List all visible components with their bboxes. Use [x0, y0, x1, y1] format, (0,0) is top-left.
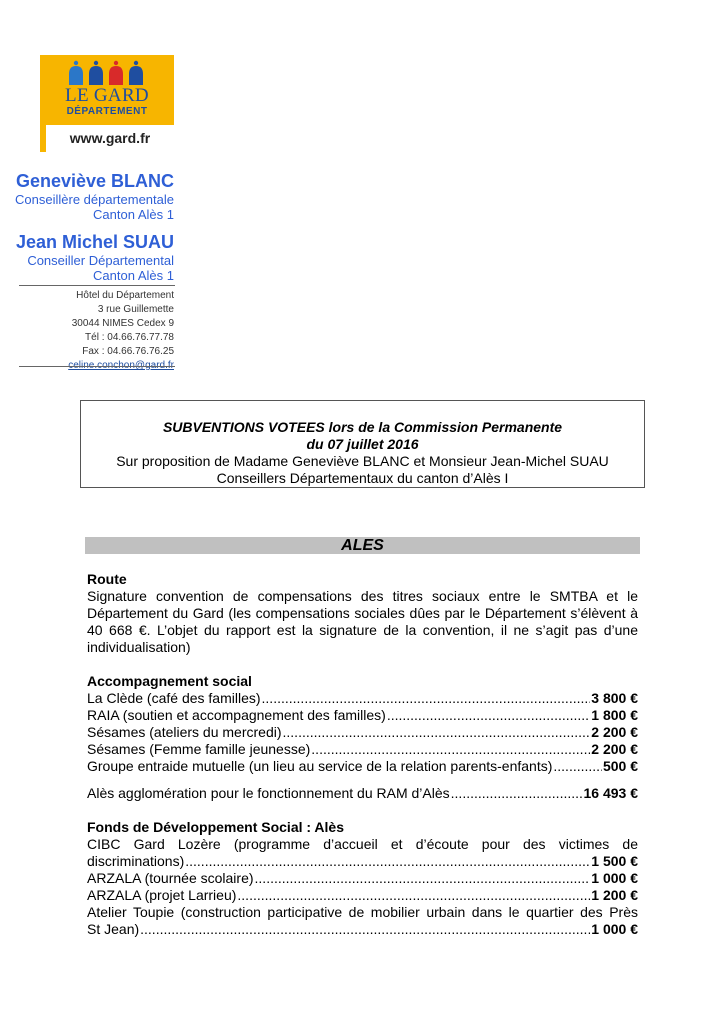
list-item — [87, 724, 638, 741]
item-amount: 1 000 € — [591, 921, 638, 937]
councillors-line: Conseillers Départementaux du canton d’Alès I — [216, 470, 509, 486]
fax: Fax : 04.66.76.76.25 — [82, 346, 174, 357]
item-label: Sésames (ateliers du mercredi) — [87, 724, 282, 740]
list-item — [87, 741, 638, 758]
leader-dots — [140, 921, 590, 938]
leader-dots — [451, 785, 583, 802]
item-amount: 1 000 € — [591, 870, 638, 886]
cibc-text: CIBC Gard Lozère (programme d’accueil et d’écoute pour des victimes de — [87, 836, 638, 852]
list-item — [87, 758, 638, 775]
leader-dots — [255, 870, 591, 887]
address-line: 3 rue Guillemette — [97, 304, 174, 315]
list-item — [87, 707, 638, 724]
main-content — [87, 571, 638, 938]
address-block — [68, 289, 174, 373]
councillor-canton: Canton Alès 1 — [93, 207, 174, 222]
item-label: ARZALA (tournée scolaire) — [87, 870, 254, 886]
item-label: St Jean) — [87, 921, 140, 937]
logo-subtitle: DÉPARTEMENT — [66, 106, 148, 117]
item-amount: 16 493 € — [583, 785, 638, 801]
item-amount: 1 500 € — [591, 853, 638, 869]
leader-dots — [237, 887, 590, 904]
item-label: Groupe entraide mutuelle (un lieu au service de la relation parents-enfants) — [87, 758, 553, 774]
date-line: du 07 juillet 2016 — [306, 436, 419, 452]
item-amount: 3 800 € — [591, 690, 638, 706]
title-line: SUBVENTIONS VOTEES lors de la Commission Permanente — [162, 419, 563, 435]
item-amount: 1 800 € — [591, 707, 638, 723]
councillor-1 — [15, 171, 174, 222]
divider — [19, 285, 175, 286]
councillor-name: Jean Michel SUAU — [15, 232, 174, 252]
divider — [19, 366, 175, 367]
fonds-heading: Fonds de Développement Social : Alès — [87, 819, 344, 835]
proposal-line: Sur proposition de Madame Geneviève BLANC et Monsieur Jean-Michel SUAU — [116, 453, 609, 469]
item-label: discriminations) — [87, 853, 185, 869]
route-text: Signature convention de compensations des titres sociaux entre le SMTBA et le Département du Gard (les compensations sociales dûes par le Département s’élèvent à 40 668 €. L’objet du rapport est la signature de la convention, il ne s’agit pas d’une individualisation) — [87, 588, 638, 655]
item-label: Alès agglomération pour le fonctionnement du RAM d’Alès — [87, 785, 450, 801]
councillor-role: Conseillère départementale — [15, 192, 174, 207]
route-heading: Route — [87, 571, 127, 587]
list-item — [87, 785, 638, 802]
councillor-canton: Canton Alès 1 — [93, 268, 174, 283]
leader-dots — [262, 690, 591, 707]
item-amount: 2 200 € — [591, 741, 638, 757]
leader-dots — [387, 707, 590, 724]
toupie-text: Atelier Toupie (construction participative de mobilier urbain dans le quartier des Près — [87, 904, 638, 920]
councillor-name: Geneviève BLANC — [15, 171, 174, 191]
item-label: RAIA (soutien et accompagnement des familles) — [87, 707, 386, 723]
item-amount: 500 € — [602, 758, 638, 774]
list-item — [87, 887, 638, 904]
address-line: Hôtel du Département — [76, 290, 174, 301]
accompagnement-heading: Accompagnement social — [87, 673, 252, 689]
item-label: Sésames (Femme famille jeunesse) — [87, 741, 311, 757]
list-item — [87, 921, 638, 938]
logo-title: LE GARD — [65, 85, 149, 106]
list-item — [87, 870, 638, 887]
item-label: ARZALA (projet Larrieu) — [87, 887, 237, 903]
item-amount: 1 200 € — [591, 887, 638, 903]
title-box — [80, 400, 645, 488]
leader-dots — [553, 758, 602, 775]
councillor-role: Conseiller Départemental — [27, 253, 174, 268]
gard-figures-icon — [64, 60, 150, 86]
gard-logo — [40, 55, 174, 152]
logo-url[interactable]: www.gard.fr — [46, 125, 174, 152]
section-title: ALES — [85, 537, 640, 554]
councillor-2 — [16, 232, 174, 283]
address-line: 30044 NIMES Cedex 9 — [71, 318, 174, 329]
item-label: La Clède (café des familles) — [87, 690, 261, 706]
list-item — [87, 853, 638, 870]
leader-dots — [185, 853, 590, 870]
leader-dots — [311, 741, 590, 758]
item-amount: 2 200 € — [591, 724, 638, 740]
phone: Tél : 04.66.76.77.78 — [85, 332, 174, 343]
list-item — [87, 690, 638, 707]
leader-dots — [283, 724, 591, 741]
